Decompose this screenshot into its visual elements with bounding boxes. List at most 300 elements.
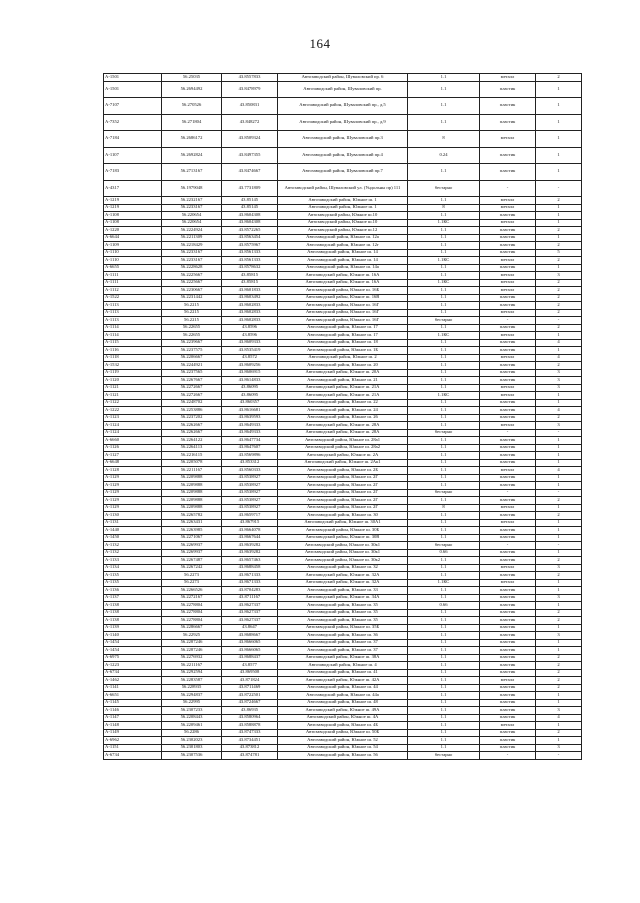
cell-address: Автозаводский район, Южное ш. 38А xyxy=(278,654,408,662)
cell-container-material: пластик xyxy=(480,534,536,542)
cell-container-volume: 1.1КС xyxy=(408,279,480,287)
cell-address: Автозаводский район, Южное ш. 17 xyxy=(278,324,408,332)
table-row xyxy=(104,392,582,400)
cell-site-id: А-1149 xyxy=(104,729,162,737)
cell-latitude: 56.2233167 xyxy=(162,204,222,212)
cell-address: Автозаводский район, Южное ш. 18 xyxy=(278,339,408,347)
cell-address: Автозаводский район, Южное ш. 24 xyxy=(278,407,408,415)
cell-container-count: - xyxy=(536,489,582,497)
cell-container-count: - xyxy=(536,180,582,197)
cell-container-volume: 1.1 xyxy=(408,654,480,662)
cell-container-volume: 1.1 xyxy=(408,624,480,632)
cell-longitude: 43.8604308 xyxy=(222,219,278,227)
cell-latitude: 56.2307536 xyxy=(162,752,222,760)
cell-longitude: 43.85145 xyxy=(222,204,278,212)
cell-latitude: 56.2273 xyxy=(162,579,222,587)
cell-address: Автозаводский район, Южное ш. 1 xyxy=(278,204,408,212)
cell-address: Автозаводский район, Южное ш. 52 xyxy=(278,737,408,745)
cell-longitude: 43.8667644 xyxy=(222,534,278,542)
cell-latitude: 56.2286667 xyxy=(162,624,222,632)
cell-container-volume: 1.1 xyxy=(408,399,480,407)
cell-address: Автозаводский район, Южное ш. 42А xyxy=(278,677,408,685)
cell-address: Автозаводский район, Южное ш. 4Б xyxy=(278,722,408,730)
cell-container-material: пластик xyxy=(480,527,536,535)
cell-container-count: 2 xyxy=(536,287,582,295)
cell-address: Автозаводский район, Южное ш. 16А xyxy=(278,279,408,287)
cell-site-id: А-1454 xyxy=(104,647,162,655)
cell-address: Автозаводский район, Южное ш. 36 xyxy=(278,632,408,640)
cell-longitude: 43.8538927 xyxy=(222,482,278,490)
cell-container-material: пластик xyxy=(480,549,536,557)
cell-longitude: 43.8627337 xyxy=(222,602,278,610)
cell-container-count: 3 xyxy=(536,707,582,715)
cell-container-count: 1 xyxy=(536,474,582,482)
cell-container-volume: 1.1 xyxy=(408,497,480,505)
cell-container-count: 1 xyxy=(536,81,582,98)
cell-site-id: А-1145 xyxy=(104,699,162,707)
cell-container-count: 2 xyxy=(536,572,582,580)
cell-site-id: А-1128 xyxy=(104,467,162,475)
cell-latitude: 56.2211167 xyxy=(162,662,222,670)
cell-longitude: 43.848272 xyxy=(222,114,278,131)
cell-site-id: А-1113 xyxy=(104,302,162,310)
cell-container-material: - xyxy=(480,542,536,550)
cell-container-count: 2 xyxy=(536,294,582,302)
cell-address: Автозаводский район, Южное ш. 16Б xyxy=(278,287,408,295)
cell-site-id: А-1116 xyxy=(104,347,162,355)
table-row xyxy=(104,714,582,722)
cell-latitude: 56.2283587 xyxy=(162,677,222,685)
cell-address: Автозаводский район, Южное ш. 32А xyxy=(278,572,408,580)
cell-container-count: 2 xyxy=(536,654,582,662)
cell-container-count: 1 xyxy=(536,602,582,610)
cell-container-material: пластик xyxy=(480,369,536,377)
cell-longitude: 43.8538927 xyxy=(222,489,278,497)
table-row xyxy=(104,317,582,325)
cell-container-count: 2 xyxy=(536,362,582,370)
cell-container-material: пластик xyxy=(480,114,536,131)
table-row xyxy=(104,81,582,98)
cell-address: Автозаводский район, Южное ш. 49А xyxy=(278,707,408,715)
cell-longitude: 43.8649333 xyxy=(222,429,278,437)
cell-container-count: 1 xyxy=(536,204,582,212)
cell-address: Автозаводский район, Южное ш. 33 xyxy=(278,587,408,595)
cell-longitude: 43.8609333 xyxy=(222,339,278,347)
table-row xyxy=(104,482,582,490)
cell-container-volume: 1.1КС xyxy=(408,257,480,265)
cell-latitude: 56.2273 xyxy=(162,572,222,580)
table-row xyxy=(104,114,582,131)
cell-container-volume: 1.1 xyxy=(408,662,480,670)
cell-container-count: 1 xyxy=(536,692,582,700)
table-row xyxy=(104,699,582,707)
table-row xyxy=(104,287,582,295)
cell-address: Автозаводский район, Южное ш. 12а xyxy=(278,234,408,242)
table-row xyxy=(104,609,582,617)
cell-container-volume: бестарно xyxy=(408,542,480,550)
cell-latitude: 56.2269937 xyxy=(162,549,222,557)
cell-latitude: 56.2267487 xyxy=(162,557,222,565)
cell-latitude: 56.2278804 xyxy=(162,617,222,625)
cell-container-volume: 1.1 xyxy=(408,227,480,235)
table-row xyxy=(104,264,582,272)
cell-longitude: 43.8627337 xyxy=(222,617,278,625)
cell-container-material: пластик xyxy=(480,669,536,677)
cell-container-volume: 1.1 xyxy=(408,557,480,565)
cell-longitude: 43.8596 xyxy=(222,332,278,340)
table-row xyxy=(104,647,582,655)
cell-container-material: металл xyxy=(480,309,536,317)
cell-site-id: А-1138 xyxy=(104,617,162,625)
table-row xyxy=(104,212,582,220)
cell-container-volume: 1.1 xyxy=(408,639,480,647)
cell-container-count: 1 xyxy=(536,587,582,595)
cell-site-id: А-1110 xyxy=(104,257,162,265)
table-row xyxy=(104,234,582,242)
cell-container-material: металл xyxy=(480,467,536,475)
cell-site-id: А-6655 xyxy=(104,264,162,272)
cell-latitude: 56.2262667 xyxy=(162,422,222,430)
cell-container-volume: 1.1 xyxy=(408,242,480,250)
cell-site-id: А-1129 xyxy=(104,504,162,512)
cell-address: Автозаводский район, Южное ш.10 xyxy=(278,219,408,227)
cell-container-count: 3 xyxy=(536,632,582,640)
table-row xyxy=(104,512,582,520)
cell-longitude: 43.8657463 xyxy=(222,557,278,565)
cell-address: Автозаводский район, Шуваловский пр., д.9 xyxy=(278,114,408,131)
cell-address: Автозаводский район, Южное ш. 35Б xyxy=(278,624,408,632)
cell-container-volume: 1.1 xyxy=(408,527,480,535)
cell-container-count: 1 xyxy=(536,699,582,707)
table-row xyxy=(104,249,582,257)
cell-container-volume: 1.1 xyxy=(408,354,480,362)
cell-site-id: А-1118 xyxy=(104,354,162,362)
cell-container-count: 2 xyxy=(536,609,582,617)
cell-site-id: А-1121 xyxy=(104,384,162,392)
cell-container-volume: 1.1 xyxy=(408,459,480,467)
cell-longitude: 43.8639282 xyxy=(222,542,278,550)
cell-address: Автозаводский район, Южное ш. 2 xyxy=(278,354,408,362)
cell-container-volume: 1.1 xyxy=(408,587,480,595)
cell-address: Автозаводский район, Южное ш. 1 xyxy=(278,197,408,205)
table-row xyxy=(104,624,582,632)
cell-address: Автозаводский район, Южное ш. 14а xyxy=(278,264,408,272)
cell-site-id: А-1111 xyxy=(104,272,162,280)
cell-container-count: 2 xyxy=(536,309,582,317)
cell-address: Автозаводский район, Южное ш. 28А xyxy=(278,422,408,430)
table-row xyxy=(104,707,582,715)
cell-container-material: металл xyxy=(480,519,536,527)
cell-address: Автозаводский район, Южное ш. 30Б xyxy=(278,527,408,535)
cell-longitude: 43.8647 xyxy=(222,624,278,632)
cell-longitude: 43.850831 xyxy=(222,98,278,115)
cell-latitude: 56.2269937 xyxy=(162,542,222,550)
cell-site-id: А-1134 xyxy=(104,564,162,572)
cell-longitude: 43.8671333 xyxy=(222,572,278,580)
cell-latitude: 56.2264122 xyxy=(162,437,222,445)
cell-site-id: А-6962 xyxy=(104,737,162,745)
cell-container-volume: 1.1 xyxy=(408,81,480,98)
cell-container-material: пластик xyxy=(480,164,536,181)
cell-address: Автозаводский район, Южное ш. 16В xyxy=(278,294,408,302)
table-row xyxy=(104,527,582,535)
cell-address: Автозаводский район, Южное ш. 26 xyxy=(278,414,408,422)
cell-site-id: А-1127 xyxy=(104,452,162,460)
table-row xyxy=(104,131,582,148)
table-row xyxy=(104,339,582,347)
cell-site-id: А-1141 xyxy=(104,684,162,692)
cell-site-id: А-1219 xyxy=(104,197,162,205)
cell-latitude: 56.2276932 xyxy=(162,654,222,662)
cell-longitude: 43.867915 xyxy=(222,519,278,527)
cell-site-id: А-1135 xyxy=(104,572,162,580)
cell-container-volume: 1.1 xyxy=(408,164,480,181)
cell-site-id: А-1522 xyxy=(104,294,162,302)
cell-address: Автозаводский район, Южное ш. 28а2 xyxy=(278,444,408,452)
cell-container-volume: 1.1 xyxy=(408,617,480,625)
cell-latitude: 56.2292594 xyxy=(162,669,222,677)
cell-container-count: 1 xyxy=(536,212,582,220)
table-row xyxy=(104,729,582,737)
cell-site-id: А-1120 xyxy=(104,377,162,385)
cell-container-count: 1 xyxy=(536,639,582,647)
cell-latitude: 56.2209888 xyxy=(162,482,222,490)
table-row xyxy=(104,564,582,572)
cell-address: Автозаводский район, Шуваловский пр. xyxy=(278,81,408,98)
cell-container-volume: 1.1 xyxy=(408,422,480,430)
cell-container-count: 3 xyxy=(536,384,582,392)
cell-latitude: 56.2302023 xyxy=(162,737,222,745)
table-row xyxy=(104,504,582,512)
cell-longitude: 43.8724667 xyxy=(222,699,278,707)
cell-container-volume: 1.1 xyxy=(408,474,480,482)
cell-container-material: пластик xyxy=(480,98,536,115)
cell-container-count: 1 xyxy=(536,399,582,407)
table-row xyxy=(104,722,582,730)
cell-container-volume: 1.1 xyxy=(408,98,480,115)
cell-container-count: 2 xyxy=(536,669,582,677)
cell-longitude: 43.8649333 xyxy=(222,422,278,430)
cell-container-material: пластик xyxy=(480,632,536,640)
cell-site-id: А-1222 xyxy=(104,407,162,415)
cell-longitude: 43.86095 xyxy=(222,392,278,400)
cell-address: Автозаводский район, Южное ш. 2Б xyxy=(278,467,408,475)
cell-site-id: А-1132 xyxy=(104,542,162,550)
cell-site-id: А-1130 xyxy=(104,512,162,520)
cell-site-id: А-1223 xyxy=(104,662,162,670)
cell-latitude: 56.2218429 xyxy=(162,242,222,250)
cell-longitude: 43.873812 xyxy=(222,744,278,752)
cell-container-volume: 1.1 xyxy=(408,114,480,131)
cell-container-count: 2 xyxy=(536,729,582,737)
table-row xyxy=(104,204,582,212)
table-row xyxy=(104,654,582,662)
table-row xyxy=(104,692,582,700)
cell-address: Автозаводский район, Южное ш. 28А xyxy=(278,429,408,437)
cell-latitude: 56.2266526 xyxy=(162,587,222,595)
cell-address: Автозаводский район, Южное ш. 30А1 xyxy=(278,519,408,527)
cell-address: Автозаводский район, Южное ш. 32 xyxy=(278,564,408,572)
cell-container-material: металл xyxy=(480,257,536,265)
cell-address: Автозаводский район, Шуваловский пр.7 xyxy=(278,164,408,181)
cell-container-material: металл xyxy=(480,287,536,295)
cell-latitude: 56.2265782 xyxy=(162,512,222,520)
cell-site-id: А-7352 xyxy=(104,114,162,131)
cell-longitude: 43.8560333 xyxy=(222,467,278,475)
cell-container-volume: 1.1 xyxy=(408,287,480,295)
cell-latitude: 56.2272167 xyxy=(162,594,222,602)
cell-longitude: 43.8577 xyxy=(222,662,278,670)
cell-latitude: 56.2294837 xyxy=(162,692,222,700)
cell-container-count: 2 xyxy=(536,684,582,692)
cell-container-count: 1 xyxy=(536,549,582,557)
cell-container-count: 1 xyxy=(536,722,582,730)
table-row xyxy=(104,180,582,197)
cell-container-material: пластик xyxy=(480,624,536,632)
cell-container-material: пластик xyxy=(480,264,536,272)
cell-container-material: пластик xyxy=(480,572,536,580)
cell-site-id: А-6644 xyxy=(104,234,162,242)
cell-container-count: 1 xyxy=(536,534,582,542)
cell-container-count: 3 xyxy=(536,564,582,572)
cell-container-volume: 1.1 xyxy=(408,437,480,445)
cell-address: Автозаводский район, Южное ш. 37 xyxy=(278,647,408,655)
cell-container-volume: 0.66 xyxy=(408,549,480,557)
table-row xyxy=(104,279,582,287)
table-row xyxy=(104,74,582,82)
cell-container-volume: 1.1 xyxy=(408,467,480,475)
cell-container-volume: 1.1 xyxy=(408,744,480,752)
table-row xyxy=(104,302,582,310)
cell-site-id: А-1124 xyxy=(104,429,162,437)
cell-site-id: А-1147 xyxy=(104,714,162,722)
cell-longitude: 43.8688667 xyxy=(222,632,278,640)
cell-container-material: пластик xyxy=(480,452,536,460)
cell-address: Автозаводский район, Южное ш. 37 xyxy=(278,639,408,647)
cell-latitude: 56.22925 xyxy=(162,632,222,640)
cell-latitude: 56.2267242 xyxy=(162,564,222,572)
cell-address: Автозаводский район, Южное ш. 17 xyxy=(278,332,408,340)
cell-container-volume: 1.1 xyxy=(408,684,480,692)
cell-address: Автозаводский район, Южное ш. 2Ак1 xyxy=(278,459,408,467)
cell-container-material: пластик xyxy=(480,512,536,520)
table-row xyxy=(104,257,582,265)
cell-latitude: 56.2263431 xyxy=(162,519,222,527)
cell-latitude: 56.2278804 xyxy=(162,602,222,610)
cell-container-count: 2 xyxy=(536,324,582,332)
table-row xyxy=(104,594,582,602)
cell-container-count: 2 xyxy=(536,512,582,520)
cell-container-volume: 1.1 xyxy=(408,414,480,422)
cell-container-volume: 1.1 xyxy=(408,197,480,205)
cell-site-id: А-6734 xyxy=(104,752,162,760)
cell-container-material: пластик xyxy=(480,497,536,505)
cell-container-material: - xyxy=(480,429,536,437)
cell-container-volume: 1.1 xyxy=(408,309,480,317)
cell-container-count: 4 xyxy=(536,339,582,347)
cell-address: Автозаводский район, Южное ш. 1Б xyxy=(278,347,408,355)
cell-container-volume: 1.1 xyxy=(408,669,480,677)
cell-container-volume: бестарно xyxy=(408,317,480,325)
cell-container-volume: 8 xyxy=(408,204,480,212)
cell-longitude: 43.8602833 xyxy=(222,309,278,317)
cell-container-volume: 1.1 xyxy=(408,572,480,580)
cell-container-volume: 1.1 xyxy=(408,294,480,302)
cell-latitude: 56.2225667 xyxy=(162,272,222,280)
container-sites-table xyxy=(103,73,582,760)
cell-container-count: 3 xyxy=(536,744,582,752)
table-row xyxy=(104,662,582,670)
cell-container-volume: 1.1 xyxy=(408,594,480,602)
page-number: 164 xyxy=(309,36,331,51)
cell-container-volume: 1.1 xyxy=(408,377,480,385)
cell-container-count: 1 xyxy=(536,98,582,115)
cell-site-id: А-1139 xyxy=(104,624,162,632)
cell-longitude: 43.8563454 xyxy=(222,234,278,242)
cell-container-material: пластик xyxy=(480,302,536,310)
cell-container-material: пластик xyxy=(480,81,536,98)
cell-latitude: 56.2224924 xyxy=(162,227,222,235)
cell-container-count: 1 xyxy=(536,527,582,535)
cell-longitude: 43.8478979 xyxy=(222,81,278,98)
cell-latitude: 56.22655 xyxy=(162,332,222,340)
cell-container-material: - xyxy=(480,489,536,497)
table-row xyxy=(104,324,582,332)
cell-address: Автозаводский район, Южное ш. 2Г xyxy=(278,489,408,497)
cell-address: Автозаводский район, Южное ш. 4А xyxy=(278,714,408,722)
cell-container-material: пластик xyxy=(480,324,536,332)
table-row xyxy=(104,632,582,640)
cell-container-material: металл xyxy=(480,332,536,340)
cell-longitude: 43.85815 xyxy=(222,272,278,280)
cell-container-volume: 1.1КС xyxy=(408,579,480,587)
table-row xyxy=(104,437,582,445)
cell-container-material: пластик xyxy=(480,294,536,302)
cell-site-id: А-1131 xyxy=(104,519,162,527)
cell-container-count: 3 xyxy=(536,594,582,602)
cell-container-volume: 1.1 xyxy=(408,699,480,707)
cell-site-id: А-1114 xyxy=(104,332,162,340)
table-row xyxy=(104,164,582,181)
cell-longitude: 43.853312 xyxy=(222,459,278,467)
cell-container-material: пластик xyxy=(480,602,536,610)
cell-latitude: 56.2271067 xyxy=(162,534,222,542)
cell-container-material: металл xyxy=(480,219,536,227)
cell-container-material: металл xyxy=(480,74,536,82)
cell-container-count: 2 xyxy=(536,197,582,205)
table-row xyxy=(104,752,582,760)
cell-site-id: А-7184 xyxy=(104,131,162,148)
cell-longitude: 43.85815 xyxy=(222,279,278,287)
cell-site-id: А-1440 xyxy=(104,527,162,535)
cell-container-volume: 1.1КС xyxy=(408,219,480,227)
cell-site-id: А-1123 xyxy=(104,414,162,422)
cell-address: Автозаводский район, Южное ш. 12г xyxy=(278,242,408,250)
cell-longitude: 43.8580964 xyxy=(222,714,278,722)
cell-container-count: 1 xyxy=(536,482,582,490)
cell-latitude: 56.271804 xyxy=(162,114,222,131)
cell-site-id: А-1462 xyxy=(104,677,162,685)
cell-container-material: пластик xyxy=(480,414,536,422)
cell-longitude: 43.8722501 xyxy=(222,692,278,700)
cell-container-material: пластик xyxy=(480,147,536,164)
cell-container-volume: 1.1 xyxy=(408,444,480,452)
cell-latitude: 56.2239667 xyxy=(162,339,222,347)
cell-container-volume: бестарно xyxy=(408,180,480,197)
cell-latitude: 56.2237202 xyxy=(162,414,222,422)
cell-container-material: пластик xyxy=(480,407,536,415)
cell-container-material: пластик xyxy=(480,242,536,250)
